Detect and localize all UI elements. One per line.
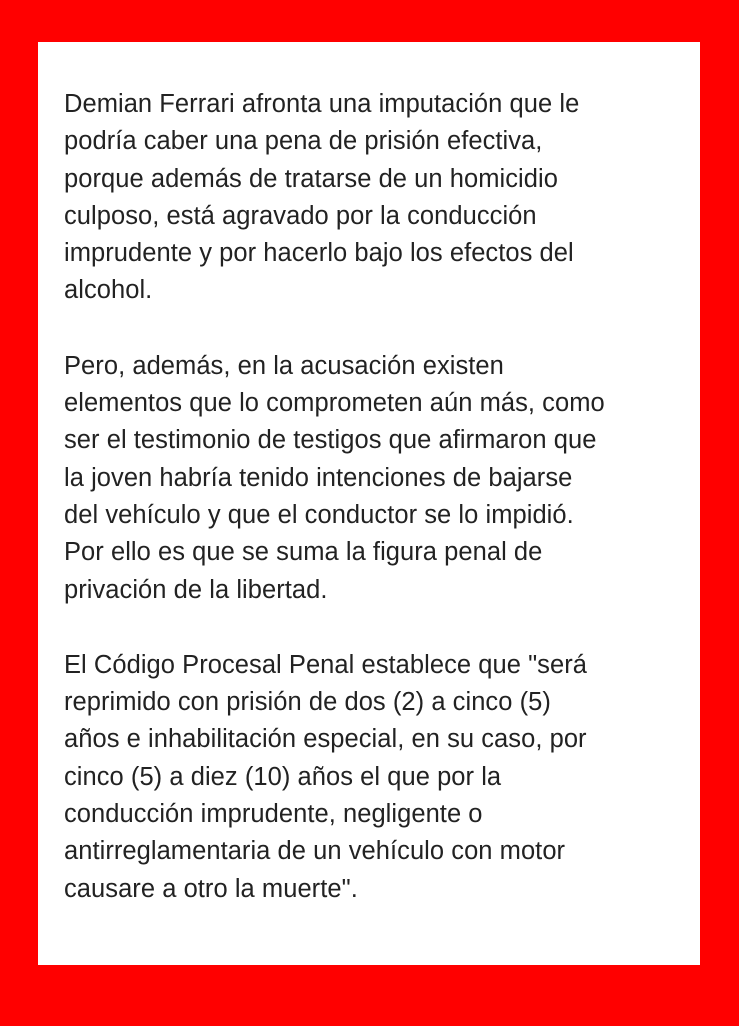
text-line: privación de la libertad. [64,575,328,604]
text-line: porque además de tratarse de un homicidio [64,164,558,193]
paragraph-2 [64,348,674,609]
paragraph-1 [64,86,674,310]
text-line: conducción imprudente, negligente o [64,800,483,829]
text-line: culposo, está agravado por la conducción [64,201,537,230]
text-line: del vehículo y que el conductor se lo impidió. [64,500,574,529]
text-line: reprimido con prisión de dos (2) a cinco (5) [64,688,551,717]
text-line: El Código Procesal Penal establece que "será [64,650,587,679]
article-card [38,42,700,965]
text-line: años e inhabilitación especial, en su caso, por [64,725,587,754]
text-line: cinco (5) a diez (10) años el que por la [64,762,502,791]
text-line: Pero, además, en la acusación existen [64,351,504,380]
text-line: Demian Ferrari afronta una imputación que le [64,90,580,118]
text-line: alcohol. [64,276,153,305]
text-line: imprudente y por hacerlo bajo los efectos del [64,239,574,268]
text-line: la joven habría tenido intenciones de bajarse [64,463,573,492]
paragraph-3 [64,647,674,908]
text-line: podría caber una pena de prisión efectiva, [64,127,543,156]
text-line: ser el testimonio de testigos que afirmaron que [64,426,597,455]
text-line: causare a otro la muerte". [64,874,358,903]
text-line: Por ello es que se suma la figura penal de [64,538,543,567]
text-line: antirreglamentaria de un vehículo con motor [64,837,566,866]
text-line: elementos que lo comprometen aún más, como [64,389,605,418]
